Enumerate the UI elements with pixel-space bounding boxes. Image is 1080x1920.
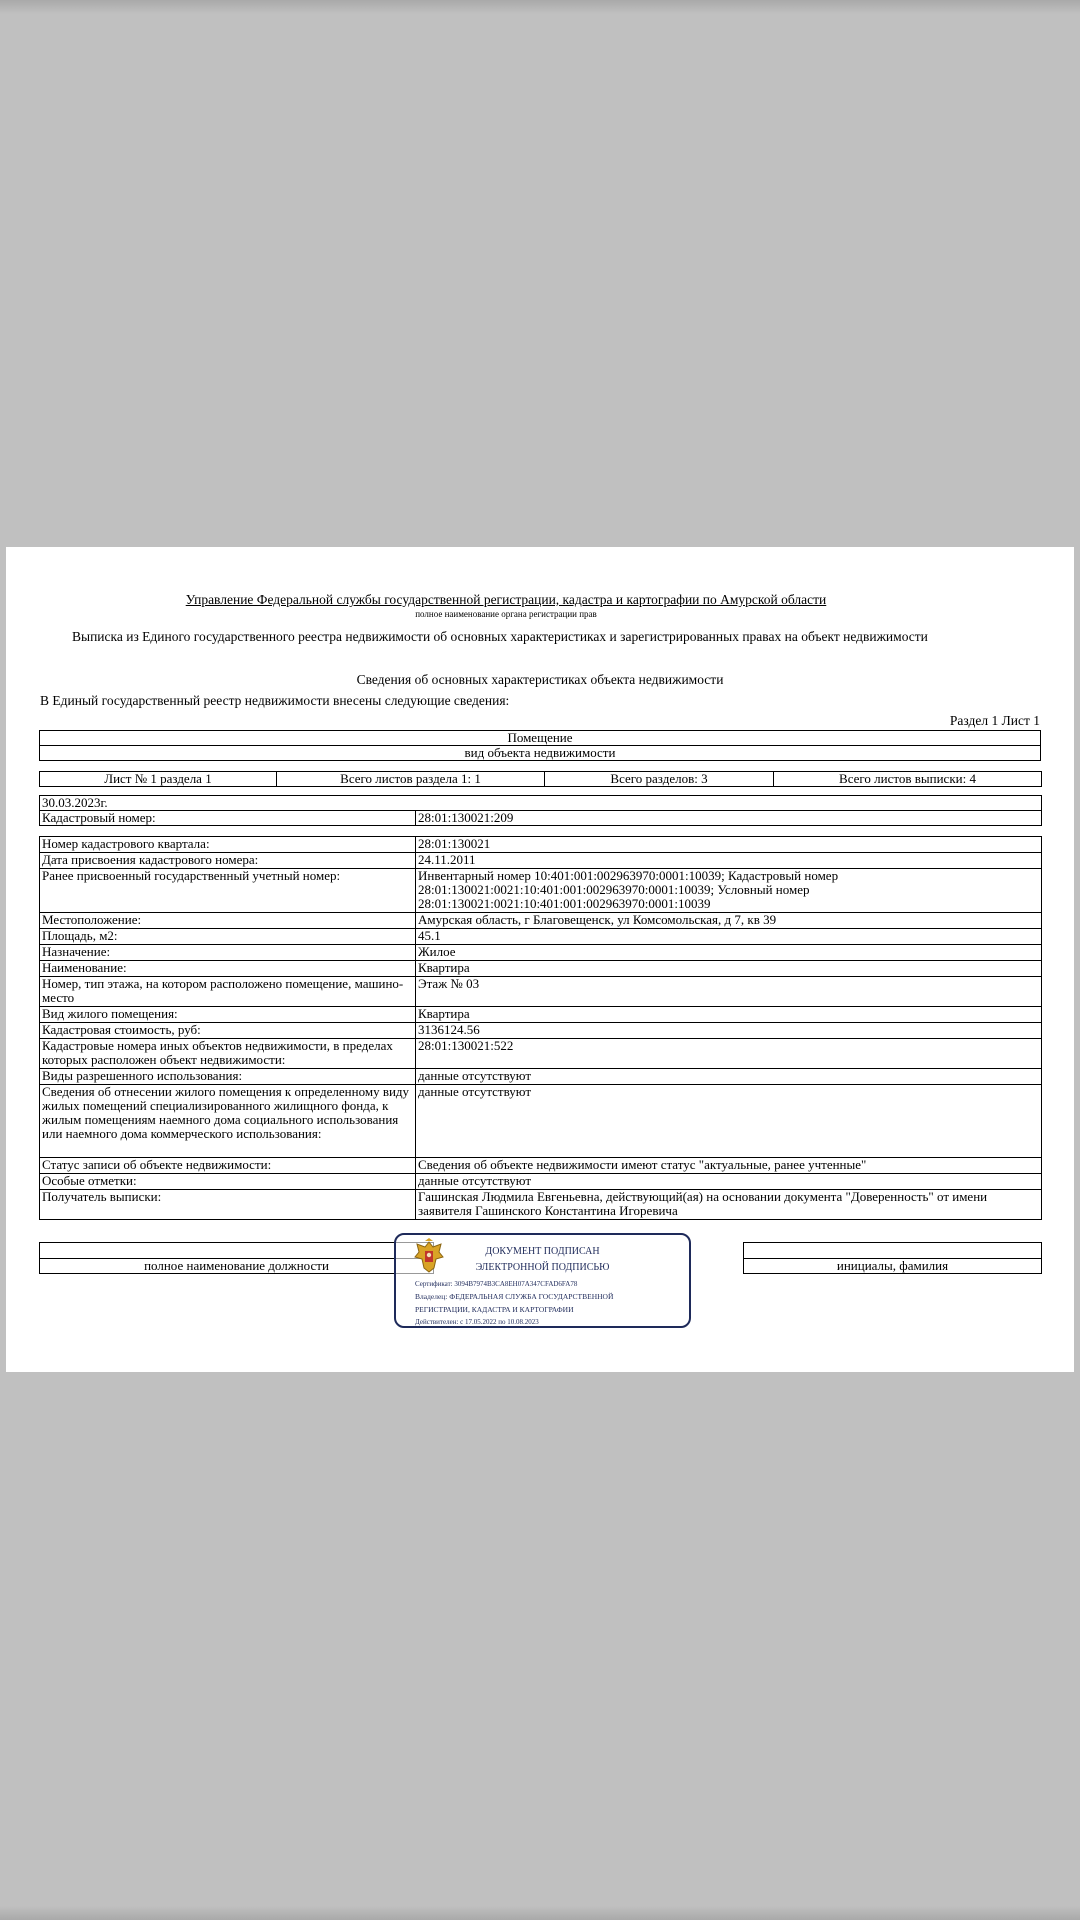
field-label: Номер кадастрового квартала: [40, 837, 416, 853]
sheet-info-cell: Лист № 1 раздела 1 [40, 772, 277, 787]
name-caption: инициалы, фамилия [744, 1259, 1042, 1274]
section-title: Сведения об основных характеристиках объекта недвижимости [356, 672, 724, 687]
field-value: Инвентарный номер 10:401:001:002963970:0001:10039; Кадастровый номер 28:01:130021:0021:10:401:001:002963970:0001:10039; Условный номер 28:01:130021:0021:10:401:001:002963970:0001:10039 [416, 869, 1042, 913]
sheet-info-cell: Всего листов выписки: 4 [774, 772, 1042, 787]
field-label: Сведения об отнесении жилого помещения к определенному виду жилых помещений специализированного жилищного фонда, к жилым помещениям наемного дома социального использования или наемного дома коммерческого использования: [40, 1085, 416, 1158]
field-value: Этаж № 03 [416, 977, 1042, 1007]
table-row [40, 1069, 1042, 1085]
stamp-line-1: ДОКУМЕНТ ПОДПИСАН [485, 1246, 600, 1257]
org-caption: полное наименование органа регистрации прав [415, 609, 597, 619]
table-row [40, 1007, 1042, 1023]
stamp-certificate: Сертификат: 3094B7974B3CA8EH07A347CFAD6FA78 [415, 1280, 578, 1288]
top-shade [0, 0, 1080, 14]
object-type-caption: вид объекта недвижимости [40, 746, 1041, 761]
signature-name-blank [744, 1243, 1042, 1259]
field-value: Квартира [416, 961, 1042, 977]
field-value: данные отсутствуют [416, 1085, 1042, 1158]
field-label: Ранее присвоенный государственный учетный номер: [40, 869, 416, 913]
table-row [40, 929, 1042, 945]
document-page [6, 547, 1074, 1372]
sheet-info-cell: Всего листов раздела 1: 1 [277, 772, 545, 787]
field-value: Сведения об объекте недвижимости имеют статус "актуальные, ранее учтенные" [416, 1158, 1042, 1174]
field-value: данные отсутствуют [416, 1069, 1042, 1085]
field-value: 45.1 [416, 929, 1042, 945]
org-name: Управление Федеральной службы государственной регистрации, кадастра и картографии по Амурской области [185, 592, 827, 607]
stamp-owner-line-1: Владелец: ФЕДЕРАЛЬНАЯ СЛУЖБА ГОСУДАРСТВЕННОЙ [415, 1292, 614, 1301]
table-row [40, 853, 1042, 869]
sheet-info-cell: Всего разделов: 3 [545, 772, 774, 787]
bottom-shade [0, 1906, 1080, 1920]
field-value: Жилое [416, 945, 1042, 961]
field-label: Наименование: [40, 961, 416, 977]
field-label: Кадастровые номера иных объектов недвижимости, в пределах которых расположен объект недвижимости: [40, 1039, 416, 1069]
field-label: Виды разрешенного использования: [40, 1069, 416, 1085]
object-type-table [39, 730, 1041, 761]
table-row [40, 869, 1042, 913]
stamp-owner-line-2: РЕГИСТРАЦИИ, КАДАСТРА И КАРТОГРАФИИ [415, 1305, 574, 1314]
field-label: Местоположение: [40, 913, 416, 929]
table-row [40, 1190, 1042, 1220]
stamp-validity: Действителен: с 17.05.2022 по 10.08.2023 [415, 1318, 539, 1326]
table-row [40, 1023, 1042, 1039]
position-caption: полное наименование должности [40, 1259, 434, 1274]
date-table [39, 795, 1042, 826]
field-value: Гашинская Людмила Евгеньевна, действующий(ая) на основании документа "Доверенность" от имени заявителя Гашинского Константина Игоревича [416, 1190, 1042, 1220]
field-value: данные отсутствуют [416, 1174, 1042, 1190]
field-label: Вид жилого помещения: [40, 1007, 416, 1023]
field-value: 24.11.2011 [416, 853, 1042, 869]
table-row [40, 837, 1042, 853]
field-label: Особые отметки: [40, 1174, 416, 1190]
extract-date: 30.03.2023г. [40, 796, 1042, 811]
field-label: Статус записи об объекте недвижимости: [40, 1158, 416, 1174]
table-row [40, 1085, 1042, 1158]
sheet-info-table [39, 771, 1042, 787]
table-row [40, 1158, 1042, 1174]
field-value: 3136124.56 [416, 1023, 1042, 1039]
cadastral-label: Кадастровый номер: [40, 811, 416, 826]
field-value: Амурская область, г Благовещенск, ул Комсомольская, д 7, кв 39 [416, 913, 1042, 929]
field-value: 28:01:130021 [416, 837, 1042, 853]
table-row [40, 1174, 1042, 1190]
extract-title: Выписка из Единого государственного реестра недвижимости об основных характеристиках и зарегистрированных правах на объект недвижимости [72, 629, 928, 644]
intro-text: В Единый государственный реестр недвижимости внесены следующие сведения: [40, 693, 510, 708]
table-row [40, 977, 1042, 1007]
table-row [40, 961, 1042, 977]
table-row [40, 1039, 1042, 1069]
table-row [40, 913, 1042, 929]
signature-position-blank [40, 1243, 434, 1259]
electronic-signature-stamp [394, 1233, 691, 1328]
field-label: Дата присвоения кадастрового номера: [40, 853, 416, 869]
field-label: Получатель выписки: [40, 1190, 416, 1220]
cadastral-value: 28:01:130021:209 [416, 811, 1042, 826]
field-value: 28:01:130021:522 [416, 1039, 1042, 1069]
field-label: Номер, тип этажа, на котором расположено помещение, машино-место [40, 977, 416, 1007]
characteristics-table [39, 836, 1042, 1220]
field-value: Квартира [416, 1007, 1042, 1023]
field-label: Площадь, м2: [40, 929, 416, 945]
sheet-label: Раздел 1 Лист 1 [949, 713, 1040, 728]
object-type: Помещение [40, 731, 1041, 746]
field-label: Назначение: [40, 945, 416, 961]
table-row [40, 945, 1042, 961]
field-label: Кадастровая стоимость, руб: [40, 1023, 416, 1039]
stamp-line-2: ЭЛЕКТРОННОЙ ПОДПИСЬЮ [475, 1262, 610, 1273]
